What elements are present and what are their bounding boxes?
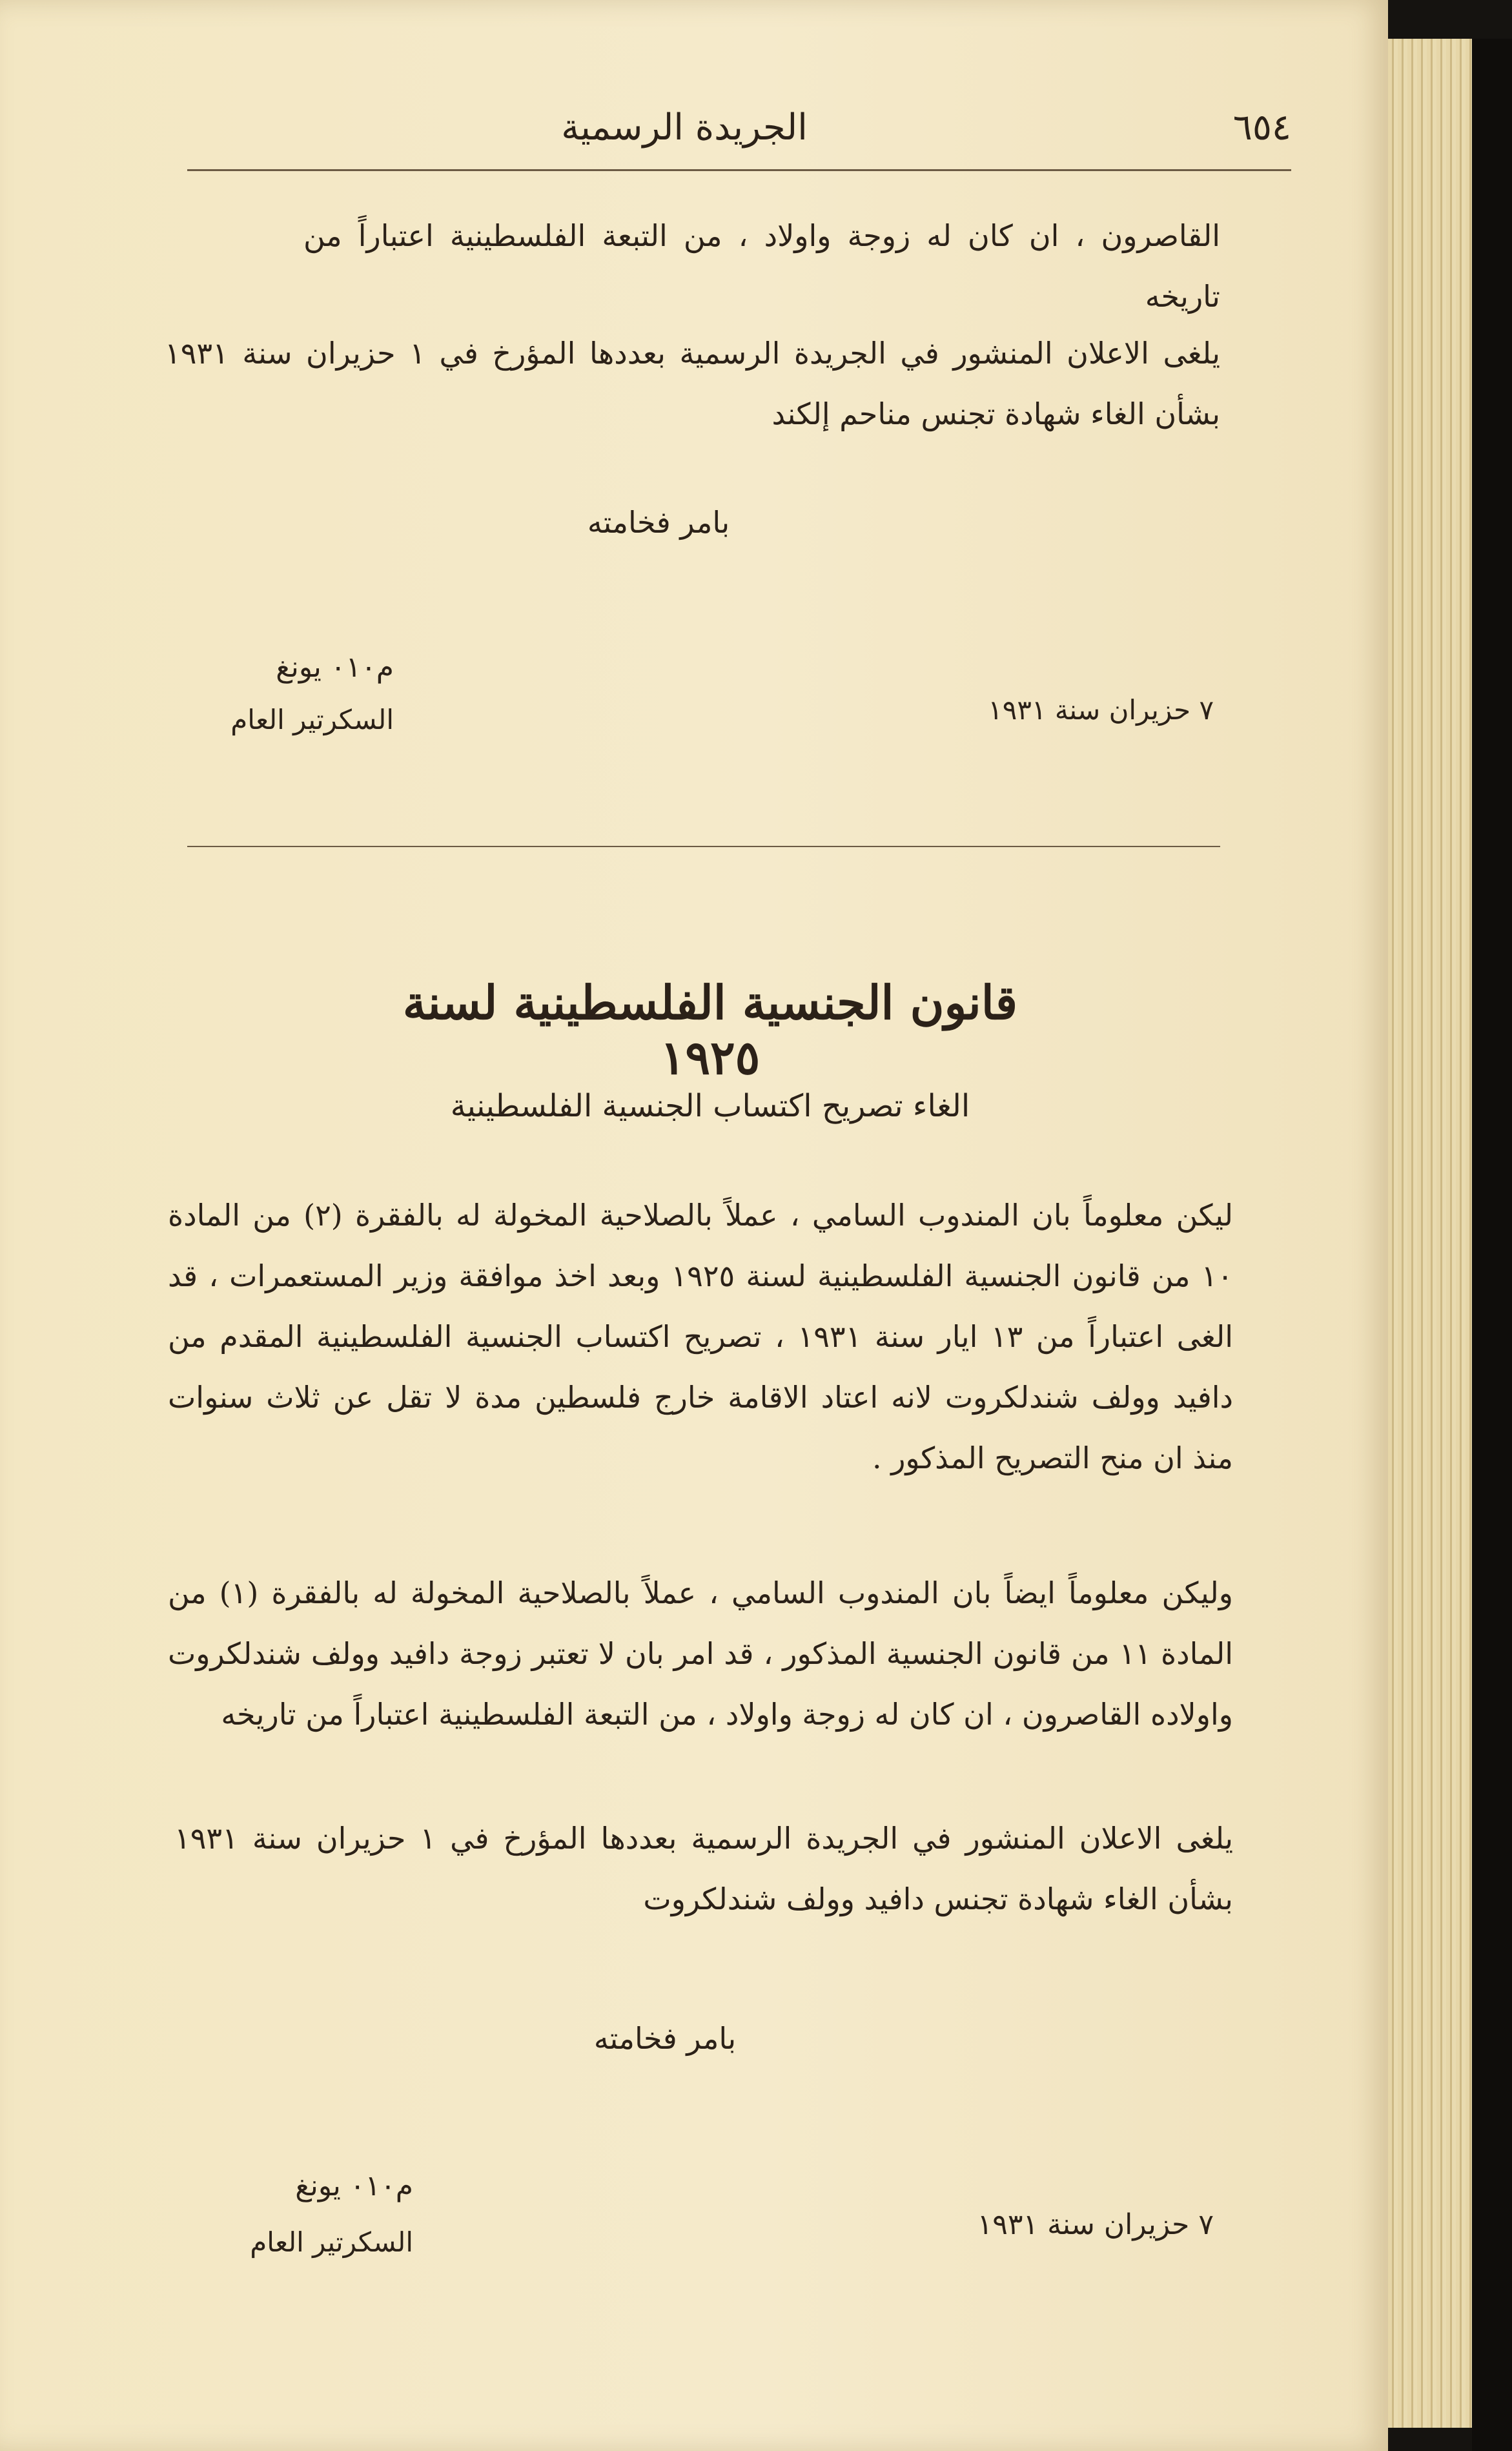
notice2-signatory-title: السكرتير العام: [250, 2226, 413, 2258]
page-edges: [1388, 39, 1485, 2428]
notice2-title: قانون الجنسية الفلسطينية لسنة ١٩٢٥: [402, 975, 1018, 1085]
notice2-date: ٧ حزيران سنة ١٩٣١: [977, 2208, 1214, 2241]
notice1-cancellation: يلغى الاعلان المنشور في الجريدة الرسمية بعددها المؤرخ في ١ حزيران سنة ١٩٣١ بشأن الغاء شهادة تجنس مناحم إلكند: [165, 336, 1221, 431]
notice1-signatory: م٠١٠ يونغ: [276, 651, 394, 684]
notice2-paragraph-1: ليكن معلوماً بان المندوب السامي ، عملاً بالصلاحية المخولة له بالفقرة (٢) من المادة ١٠ من قانون الجنسية الفلسطينية لسنة ١٩٢٥ وبعد اخذ موافقة وزير المستعمرات ، قد الغى اعتباراً من ١٣ ايار سنة ١٩٣١ ، تصريح اكتساب الجنسية الفلسطينية المقدم من دافيد وولف شندلكروت لانه اعتاد الاقامة خارج فلسطين مدة لا تقل عن ثلاث سنوات منذ ان منح التصريح المذكور .: [168, 1198, 1234, 1475]
gazette-title: الجريدة الرسمية: [561, 107, 808, 149]
notice2-signatory: م٠١٠ يونغ: [295, 2169, 413, 2202]
notice2-cancellation: يلغى الاعلان المنشور في الجريدة الرسمية بعددها المؤرخ في ١ حزيران سنة ١٩٣١ بشأن الغاء شهادة تجنس دافيد وولف شندلكروت: [174, 1821, 1234, 1916]
notice2-by-order: بامر فخامته: [593, 2021, 737, 2056]
notice1-continuation: القاصرون ، ان كان له زوجة واولاد ، من التبعة الفلسطينية اعتباراً من تاريخه: [303, 218, 1220, 314]
notice2-subtitle: الغاء تصريح اكتساب الجنسية الفلسطينية: [450, 1088, 970, 1124]
section-divider: [187, 846, 1220, 847]
page-number: ٦٥٤: [1232, 107, 1291, 149]
header-rule: [187, 169, 1291, 171]
binding-shadow: [1472, 39, 1512, 2451]
notice2-paragraph-2: وليكن معلوماً ايضاً بان المندوب السامي ، عملاً بالصلاحية المخولة له بالفقرة (١) من المادة ١١ من قانون الجنسية المذكور ، قد امر بان لا تعتبر زوجة دافيد وولف شندلكروت واولاده القاصرون ، ان كان له زوجة واولاد ، من التبعة الفلسطينية اعتباراً من تاريخه: [168, 1575, 1233, 1732]
notice1-date: ٧ حزيران سنة ١٩٣١: [988, 694, 1214, 726]
notice1-by-order: بامر فخامته: [587, 505, 730, 540]
notice1-signatory-title: السكرتير العام: [230, 704, 394, 735]
